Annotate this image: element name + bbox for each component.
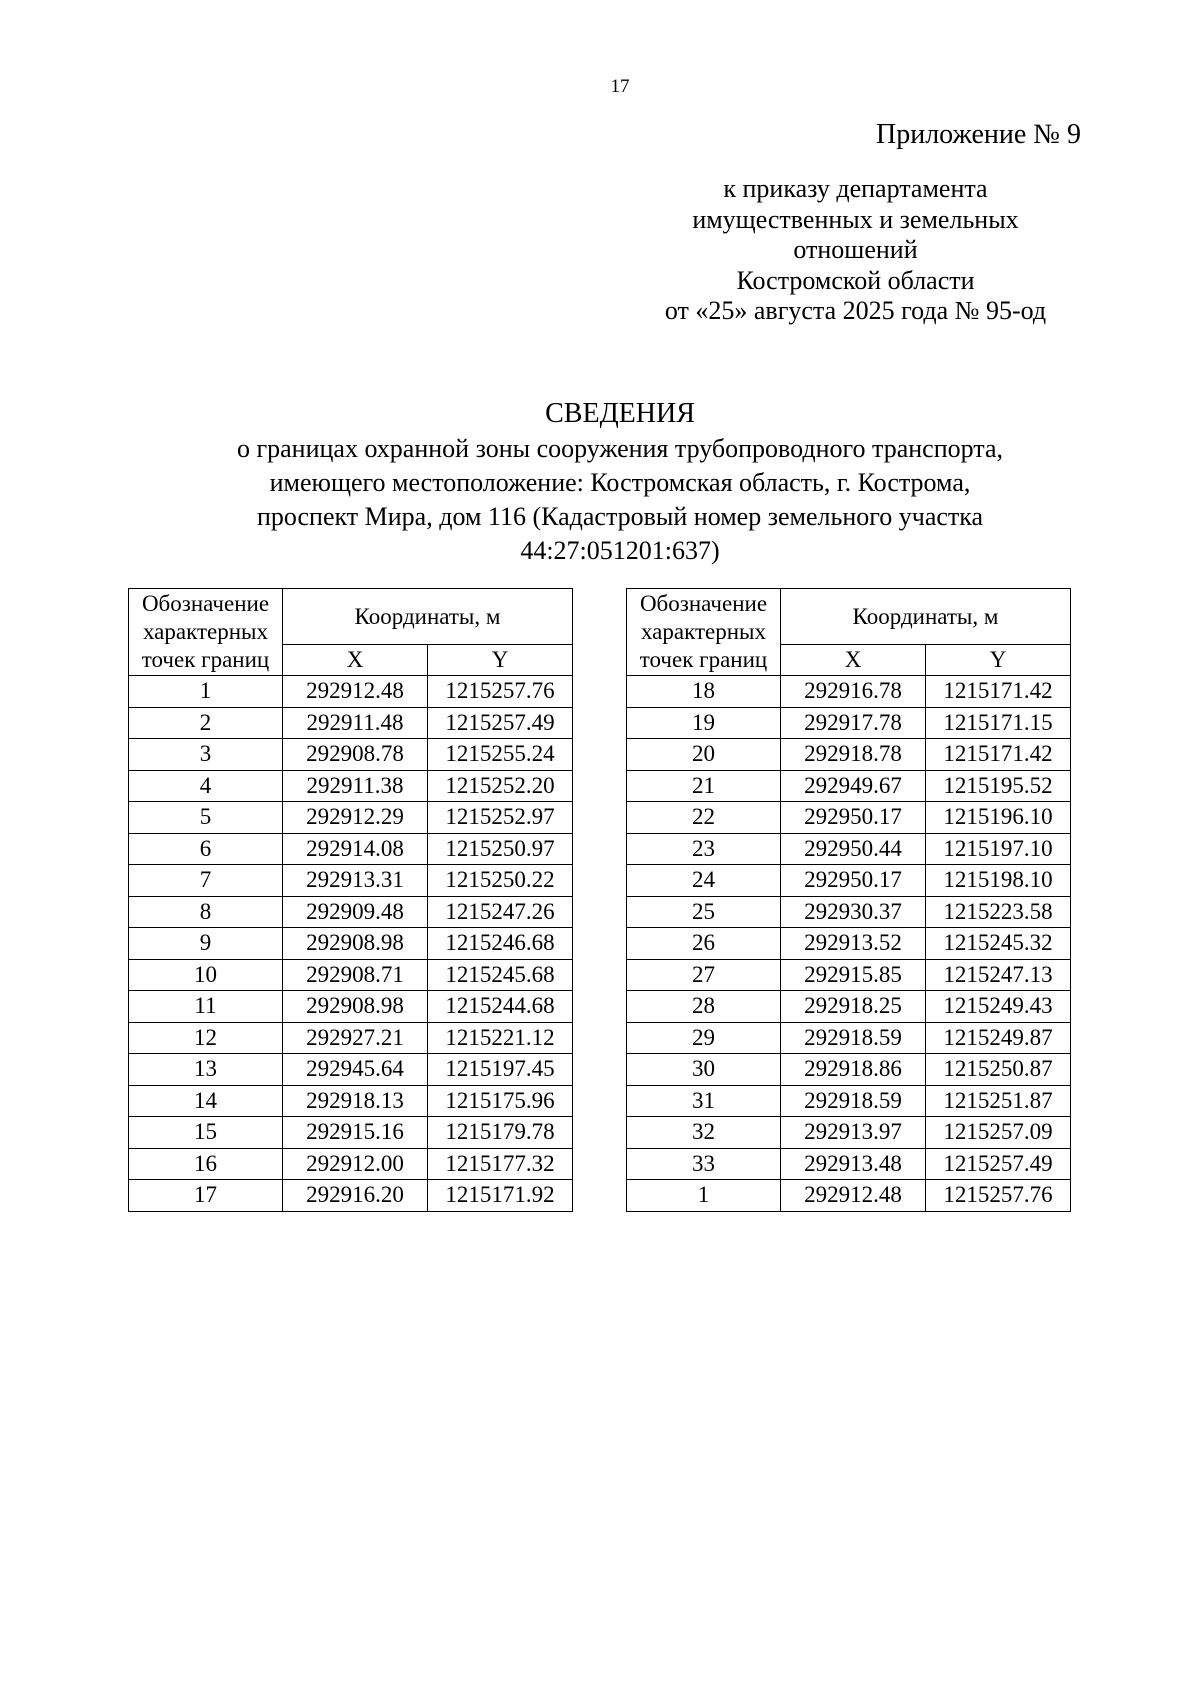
point-number-cell: 7 [129,865,283,897]
table-row [627,1085,1071,1117]
table-row [627,770,1071,802]
table-row [129,739,573,771]
order-line: имущественных и земельных [692,204,1019,234]
y-coordinate-cell: 1215257.76 [428,676,573,708]
x-coordinate-cell: 292913.52 [781,928,926,960]
point-number-cell: 22 [627,802,781,834]
y-coordinate-cell: 1215171.15 [926,707,1071,739]
table-row [129,896,573,928]
order-reference [603,174,1108,327]
table-row [627,707,1071,739]
x-coordinate-cell: 292918.86 [781,1054,926,1086]
y-coordinate-cell: 1215177.32 [428,1148,573,1180]
order-line: отношений [793,235,918,264]
point-number-cell: 32 [627,1117,781,1149]
point-number-cell: 5 [129,802,283,834]
x-coordinate-cell: 292912.00 [283,1148,428,1180]
x-coordinate-cell: 292908.98 [283,991,428,1023]
point-number-cell: 28 [627,991,781,1023]
table-row [129,1117,573,1149]
header-coordinates: Координаты, м [283,589,573,645]
table-row [627,802,1071,834]
y-coordinate-cell: 1215257.76 [926,1180,1071,1212]
subtitle-line: о границах охранной зоны сооружения трубопроводного транспорта, [236,434,1004,463]
point-number-cell: 21 [627,770,781,802]
y-coordinate-cell: 1215257.49 [926,1148,1071,1180]
x-coordinate-cell: 292914.08 [283,833,428,865]
table-row [627,1022,1071,1054]
point-number-cell: 18 [627,676,781,708]
x-coordinate-cell: 292918.25 [781,991,926,1023]
x-coordinate-cell: 292912.48 [283,676,428,708]
subtitle-line: 44:27:051201:637) [520,536,720,565]
y-coordinate-cell: 1215247.13 [926,959,1071,991]
y-coordinate-cell: 1215171.92 [428,1180,573,1212]
point-number-cell: 27 [627,959,781,991]
point-number-cell: 24 [627,865,781,897]
table-row [129,770,573,802]
y-coordinate-cell: 1215251.87 [926,1085,1071,1117]
table-row [129,707,573,739]
point-number-cell: 8 [129,896,283,928]
x-coordinate-cell: 292913.48 [781,1148,926,1180]
y-coordinate-cell: 1215252.97 [428,802,573,834]
coordinates-table-left [128,588,573,1212]
table-row [129,1022,573,1054]
y-coordinate-cell: 1215179.78 [428,1117,573,1149]
point-number-cell: 9 [129,928,283,960]
y-coordinate-cell: 1215171.42 [926,676,1071,708]
table-row [129,1148,573,1180]
y-coordinate-cell: 1215195.52 [926,770,1071,802]
x-coordinate-cell: 292918.13 [283,1085,428,1117]
table-row [627,959,1071,991]
x-coordinate-cell: 292908.78 [283,739,428,771]
table-row [129,959,573,991]
y-coordinate-cell: 1215247.26 [428,896,573,928]
x-coordinate-cell: 292930.37 [781,896,926,928]
x-coordinate-cell: 292908.71 [283,959,428,991]
appendix-label: Приложение № 9 [876,119,1081,150]
x-coordinate-cell: 292950.17 [781,802,926,834]
x-coordinate-cell: 292916.20 [283,1180,428,1212]
table-row [129,676,573,708]
y-coordinate-cell: 1215257.49 [428,707,573,739]
point-number-cell: 4 [129,770,283,802]
point-number-cell: 10 [129,959,283,991]
table-row [627,896,1071,928]
point-number-cell: 31 [627,1085,781,1117]
y-coordinate-cell: 1215257.09 [926,1117,1071,1149]
y-coordinate-cell: 1215250.97 [428,833,573,865]
y-coordinate-cell: 1215249.87 [926,1022,1071,1054]
x-coordinate-cell: 292916.78 [781,676,926,708]
x-coordinate-cell: 292917.78 [781,707,926,739]
point-number-cell: 26 [627,928,781,960]
y-coordinate-cell: 1215196.10 [926,802,1071,834]
table-row [627,1148,1071,1180]
point-number-cell: 33 [627,1148,781,1180]
y-coordinate-cell: 1215250.22 [428,865,573,897]
x-coordinate-cell: 292918.59 [781,1085,926,1117]
table-row [627,1054,1071,1086]
y-coordinate-cell: 1215245.32 [926,928,1071,960]
point-number-cell: 15 [129,1117,283,1149]
point-number-cell: 16 [129,1148,283,1180]
table-row [627,928,1071,960]
point-number-cell: 30 [627,1054,781,1086]
table-row [627,865,1071,897]
x-coordinate-cell: 292918.59 [781,1022,926,1054]
header-y: Y [926,645,1071,676]
y-coordinate-cell: 1215197.45 [428,1054,573,1086]
coordinates-table-right [626,588,1071,1212]
point-number-cell: 20 [627,739,781,771]
x-coordinate-cell: 292909.48 [283,896,428,928]
document-subtitle [0,432,1200,568]
point-number-cell: 12 [129,1022,283,1054]
x-coordinate-cell: 292911.38 [283,770,428,802]
header-coordinates: Координаты, м [781,589,1071,645]
table-row [129,833,573,865]
point-number-cell: 1 [129,676,283,708]
table-row [627,676,1071,708]
point-number-cell: 19 [627,707,781,739]
point-number-cell: 3 [129,739,283,771]
header-y: Y [428,645,573,676]
x-coordinate-cell: 292927.21 [283,1022,428,1054]
x-coordinate-cell: 292908.98 [283,928,428,960]
y-coordinate-cell: 1215171.42 [926,739,1071,771]
y-coordinate-cell: 1215255.24 [428,739,573,771]
table-row [129,802,573,834]
y-coordinate-cell: 1215221.12 [428,1022,573,1054]
y-coordinate-cell: 1215175.96 [428,1085,573,1117]
order-line: Костромской области [736,265,975,295]
table-row [129,1180,573,1212]
table-row [129,928,573,960]
table-row [129,1085,573,1117]
table-row [129,865,573,897]
x-coordinate-cell: 292915.85 [781,959,926,991]
x-coordinate-cell: 292950.44 [781,833,926,865]
x-coordinate-cell: 292913.97 [781,1117,926,1149]
x-coordinate-cell: 292911.48 [283,707,428,739]
x-coordinate-cell: 292915.16 [283,1117,428,1149]
table-row [627,991,1071,1023]
point-number-cell: 6 [129,833,283,865]
x-coordinate-cell: 292918.78 [781,739,926,771]
point-number-cell: 23 [627,833,781,865]
y-coordinate-cell: 1215244.68 [428,991,573,1023]
table-body [129,676,573,1212]
point-number-cell: 13 [129,1054,283,1086]
point-number-cell: 14 [129,1085,283,1117]
point-number-cell: 29 [627,1022,781,1054]
point-number-cell: 25 [627,896,781,928]
table-row [627,1117,1071,1149]
y-coordinate-cell: 1215223.58 [926,896,1071,928]
table-row [627,833,1071,865]
table-row [129,991,573,1023]
y-coordinate-cell: 1215197.10 [926,833,1071,865]
y-coordinate-cell: 1215198.10 [926,865,1071,897]
header-x: X [781,645,926,676]
x-coordinate-cell: 292949.67 [781,770,926,802]
order-line: к приказу департамента [723,174,988,203]
subtitle-line: имеющего местоположение: Костромская область, г. Кострома, [269,468,971,497]
point-number-cell: 1 [627,1180,781,1212]
subtitle-line: проспект Мира, дом 116 (Кадастровый номер земельного участка [256,502,984,531]
table-row [129,1054,573,1086]
table-row [627,1180,1071,1212]
header-point-designation: Обозначение характерных точек границ [129,589,283,676]
point-number-cell: 2 [129,707,283,739]
document-title: СВЕДЕНИЯ [545,398,695,429]
header-x: X [283,645,428,676]
point-number-cell: 17 [129,1180,283,1212]
table-row [627,739,1071,771]
y-coordinate-cell: 1215245.68 [428,959,573,991]
y-coordinate-cell: 1215249.43 [926,991,1071,1023]
x-coordinate-cell: 292913.31 [283,865,428,897]
x-coordinate-cell: 292950.17 [781,865,926,897]
x-coordinate-cell: 292945.64 [283,1054,428,1086]
x-coordinate-cell: 292912.29 [283,802,428,834]
header-point-designation: Обозначение характерных точек границ [627,589,781,676]
page-number: 17 [610,76,630,97]
order-line: от «25» августа 2025 года № 95-од [664,296,1047,325]
x-coordinate-cell: 292912.48 [781,1180,926,1212]
table-body [627,676,1071,1212]
y-coordinate-cell: 1215246.68 [428,928,573,960]
y-coordinate-cell: 1215250.87 [926,1054,1071,1086]
y-coordinate-cell: 1215252.20 [428,770,573,802]
point-number-cell: 11 [129,991,283,1023]
